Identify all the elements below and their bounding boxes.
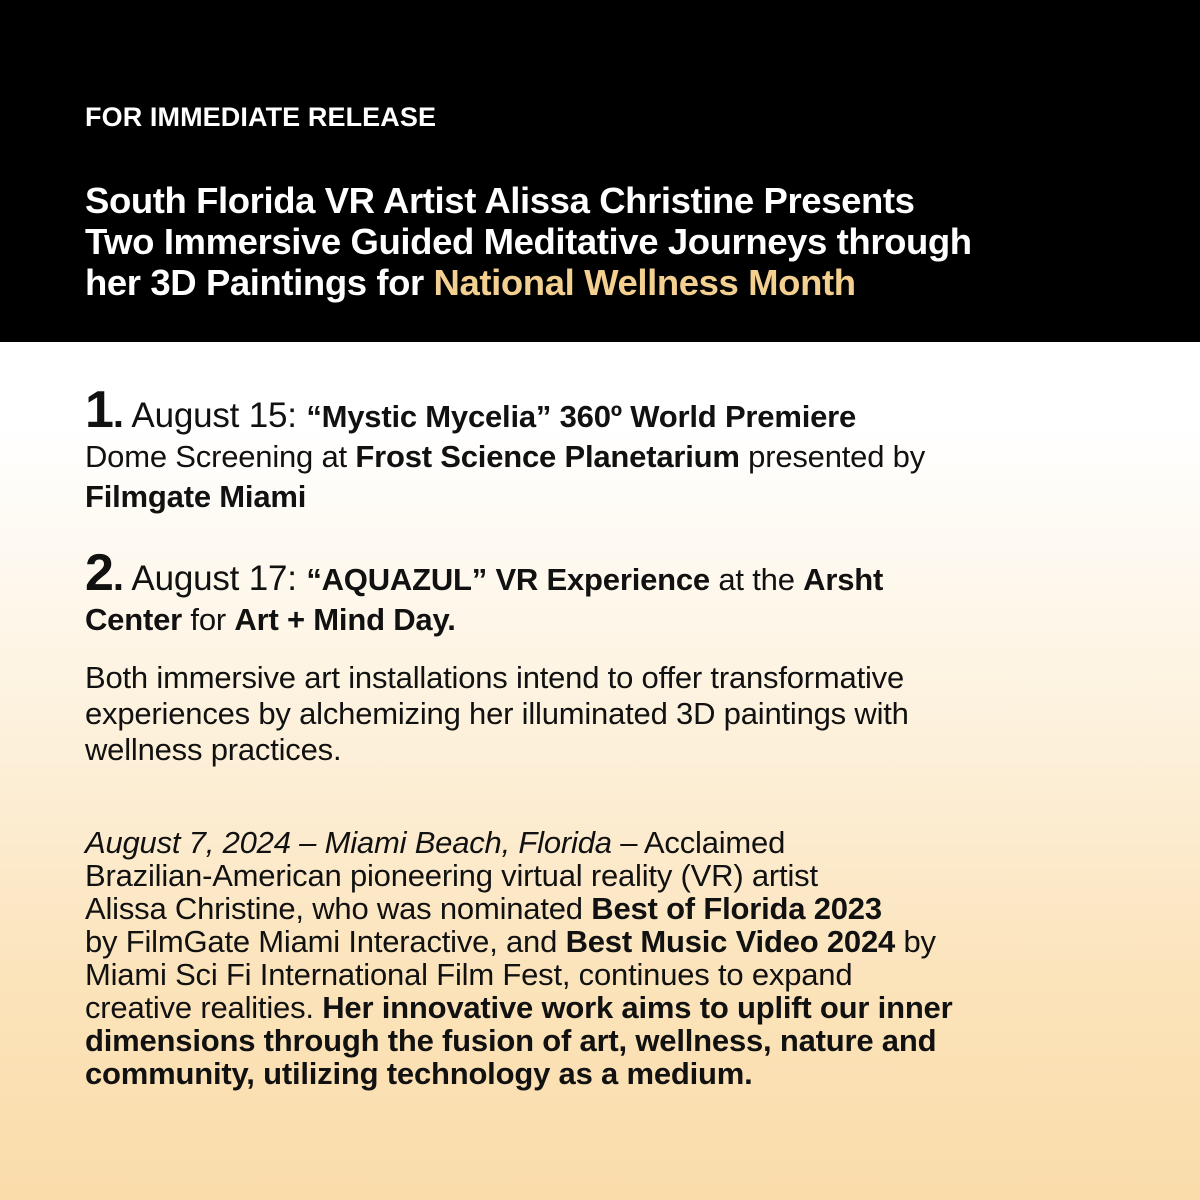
event-line-text: Dome Screening at xyxy=(85,439,356,474)
summary-line-3: wellness practices. xyxy=(85,732,342,767)
article-line-4: by FilmGate Miami Interactive, and xyxy=(85,924,566,959)
event-title: “AQUAZUL” VR Experience xyxy=(306,562,710,597)
event-number: 2 xyxy=(85,544,113,602)
event-title: “Mystic Mycelia” 360º World Premiere xyxy=(306,399,857,434)
article-dash: – Acclaimed xyxy=(611,825,786,860)
article-line-2: Brazilian-American pioneering virtual reality (VR) artist xyxy=(85,858,818,893)
event-item-1 xyxy=(85,381,1165,517)
event-venue: Frost Science Planetarium xyxy=(355,439,740,474)
event-occasion: Art + Mind Day. xyxy=(234,602,456,637)
article-bold-line-7: dimensions through the fusion of art, wellness, nature and xyxy=(85,1023,937,1058)
event-item-2 xyxy=(85,544,1165,640)
event-venue-part-1: Arsht xyxy=(803,562,884,597)
summary-paragraph xyxy=(85,660,1165,768)
event-number: 1 xyxy=(85,381,113,439)
article-bold-line-8: community, utilizing technology as a medium. xyxy=(85,1056,753,1091)
headline-line-3: her 3D Paintings for xyxy=(85,262,434,303)
article-line-5: Miami Sci Fi International Film Fest, continues to expand xyxy=(85,957,853,992)
event-for-text: for xyxy=(182,602,235,637)
release-label: FOR IMMEDIATE RELEASE xyxy=(85,102,437,132)
event-number-dot: . xyxy=(112,555,124,599)
headline xyxy=(85,180,1165,303)
article-paragraph xyxy=(85,826,1165,1090)
event-date: August 15: xyxy=(123,396,307,435)
article-dateline: August 7, 2024 – Miami Beach, Florida xyxy=(85,825,612,860)
event-date: August 17: xyxy=(123,559,307,598)
article-award-2: Best Music Video 2024 xyxy=(565,924,896,959)
event-presented-by: presented by xyxy=(739,439,925,474)
summary-line-2: experiences by alchemizing her illuminated 3D paintings with xyxy=(85,696,909,731)
headline-line-2: Two Immersive Guided Meditative Journeys through xyxy=(85,221,972,262)
event-number-dot: . xyxy=(112,392,124,436)
summary-line-1: Both immersive art installations intend to offer transformative xyxy=(85,660,905,695)
header-banner xyxy=(0,0,1200,342)
event-venue-part-2: Center xyxy=(85,602,182,637)
article-award-1: Best of Florida 2023 xyxy=(591,891,882,926)
event-presenter: Filmgate Miami xyxy=(85,479,307,514)
article-line-3: Alissa Christine, who was nominated xyxy=(85,891,592,926)
event-at-the: at the xyxy=(709,562,804,597)
headline-highlight: National Wellness Month xyxy=(433,262,856,303)
article-line-6: creative realities. xyxy=(85,990,323,1025)
headline-line-1: South Florida VR Artist Alissa Christine Presents xyxy=(85,180,915,221)
article-line-4-suffix: by xyxy=(895,924,936,959)
article-bold-line-6: Her innovative work aims to uplift our inner xyxy=(322,990,953,1025)
